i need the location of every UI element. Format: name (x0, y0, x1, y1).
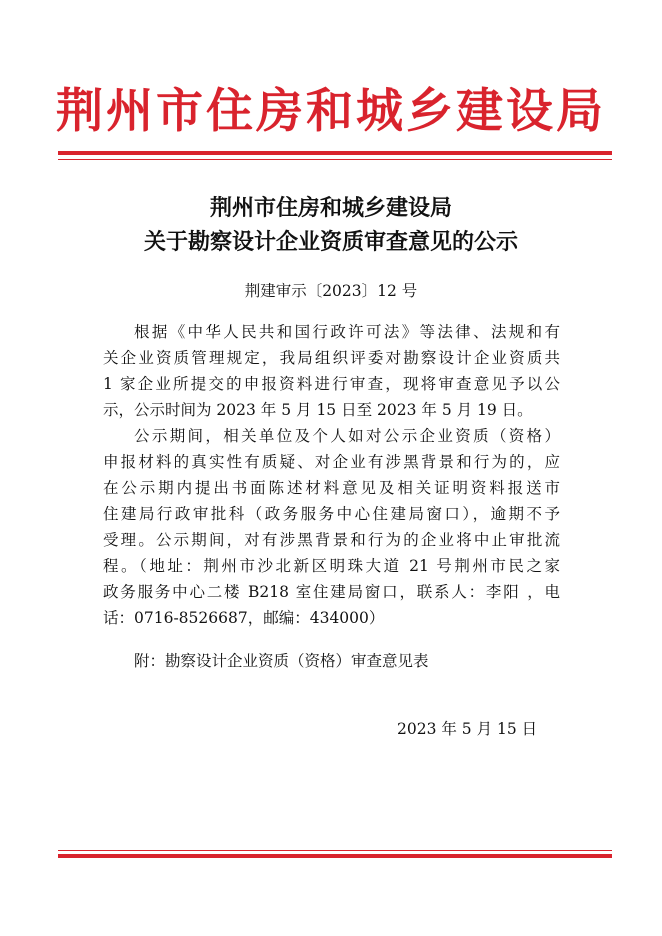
masthead-rule-thick (58, 151, 612, 155)
body-line: 政务服务中心二楼 B218 室住建局窗口，联系人：李阳 ，电 (103, 583, 560, 601)
body-line: 受理。公示期间，对有涉黑背景和行为的企业将中止审批流 (103, 531, 560, 549)
document-title-line-2: 关于勘察设计企业资质审查意见的公示 (143, 230, 518, 255)
body-line: 住建局行政审批科（政务服务中心住建局窗口），逾期不予 (103, 505, 560, 523)
body-line: 申报材料的真实性有质疑、对企业有涉黑背景和行为的，应 (103, 453, 560, 471)
document-title-line-1: 荆州市住房和城乡建设局 (209, 196, 452, 221)
body-line: 关企业资质管理规定，我局组织评委对勘察设计企业资质共 (103, 349, 560, 367)
body-line: 示，公示时间为 2023 年 5 月 15 日至 2023 年 5 月 19 日。 (103, 401, 533, 419)
body-line: 1 家企业所提交的申报资料进行审查，现将审查意见予以公 (103, 375, 560, 393)
body-line: 公示期间，相关单位及个人如对公示企业资质（资格） (134, 427, 560, 445)
body-line: 在公示期内提出书面陈述材料意见及相关证明资料报送市 (103, 479, 560, 497)
body-line: 根据《中华人民共和国行政许可法》等法律、法规和有 (134, 323, 560, 341)
masthead-rule-thin (58, 159, 612, 160)
body-line: 话：0716-8526687，邮编：434000） (103, 609, 385, 627)
signature-date: 2023 年 5 月 15 日 (397, 720, 538, 738)
document-number: 荆建审示〔2023〕12 号 (244, 282, 418, 300)
masthead-title: 荆州市住房和城乡建设局 (56, 84, 606, 139)
attachment-note: 附：勘察设计企业资质（资格）审查意见表 (134, 652, 429, 670)
footer-rule-thick (58, 854, 612, 858)
body-line: 程。（地址：荆州市沙北新区明珠大道 21 号荆州市民之家 (103, 557, 560, 575)
footer-rule-thin (58, 850, 612, 851)
